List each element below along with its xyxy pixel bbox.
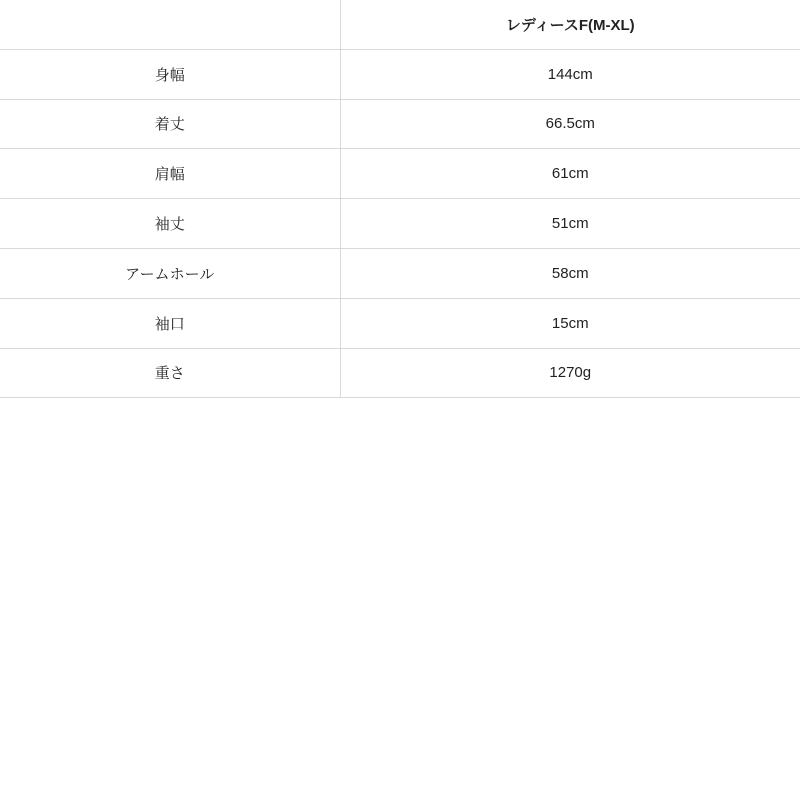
table-row <box>0 348 800 398</box>
row-label-sodeguchi: 袖口 <box>0 298 340 348</box>
row-value-mihaba: 144cm <box>340 49 800 99</box>
row-label-omosa: 重さ <box>0 348 340 398</box>
table-row <box>0 149 800 199</box>
row-value-katahaba: 61cm <box>340 149 800 199</box>
size-chart-table <box>0 0 800 398</box>
row-value-armhole: 58cm <box>340 248 800 298</box>
row-value-omosa: 1270g <box>340 348 800 398</box>
table-row <box>0 49 800 99</box>
table-body <box>0 49 800 398</box>
table-header-row <box>0 0 800 49</box>
row-label-katahaba: 肩幅 <box>0 149 340 199</box>
table-row <box>0 99 800 149</box>
row-label-sodetake: 袖丈 <box>0 199 340 249</box>
row-label-kitake: 着丈 <box>0 99 340 149</box>
row-value-kitake: 66.5cm <box>340 99 800 149</box>
column-header-blank <box>0 0 340 49</box>
row-label-mihaba: 身幅 <box>0 49 340 99</box>
table-header <box>0 0 800 49</box>
row-value-sodetake: 51cm <box>340 199 800 249</box>
row-value-sodeguchi: 15cm <box>340 298 800 348</box>
table-row <box>0 199 800 249</box>
table-row <box>0 298 800 348</box>
row-label-armhole: アームホール <box>0 248 340 298</box>
column-header-size: レディースF(M-XL) <box>340 0 800 49</box>
table-row <box>0 248 800 298</box>
